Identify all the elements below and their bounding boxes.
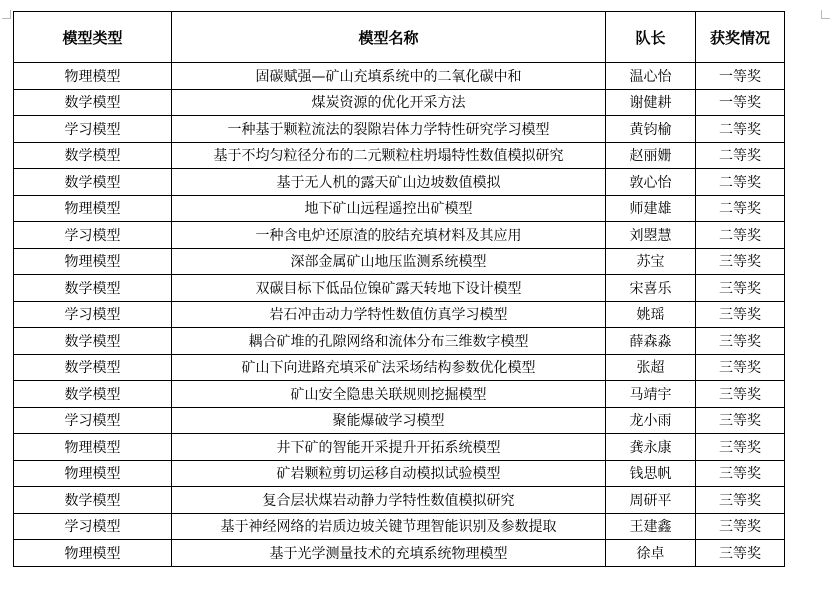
cell-model-name: 矿山下向进路充填采矿法采场结构参数优化模型	[172, 354, 606, 381]
cell-award: 二等奖	[696, 142, 785, 169]
cell-team-leader: 周研平	[606, 487, 696, 514]
table-row	[14, 487, 785, 514]
cell-award: 三等奖	[696, 434, 785, 461]
awards-table	[13, 11, 785, 567]
table-row	[14, 354, 785, 381]
cell-model-name: 深部金属矿山地压监测系统模型	[172, 248, 606, 275]
cell-model-type: 物理模型	[14, 540, 172, 567]
cell-model-type: 数学模型	[14, 169, 172, 196]
cell-team-leader: 龙小雨	[606, 407, 696, 434]
cell-model-name: 基于光学测量技术的充填系统物理模型	[172, 540, 606, 567]
table-row	[14, 540, 785, 567]
cell-model-name: 岩石冲击动力学特性数值仿真学习模型	[172, 301, 606, 328]
cell-model-type: 学习模型	[14, 116, 172, 143]
cell-model-type: 物理模型	[14, 63, 172, 90]
cell-model-type: 学习模型	[14, 301, 172, 328]
table-row	[14, 89, 785, 116]
cell-model-type: 学习模型	[14, 222, 172, 249]
table-row	[14, 434, 785, 461]
cell-award: 一等奖	[696, 63, 785, 90]
table-row	[14, 275, 785, 302]
cell-award: 三等奖	[696, 301, 785, 328]
cell-team-leader: 苏宝	[606, 248, 696, 275]
cell-model-name: 矿岩颗粒剪切运移自动模拟试验模型	[172, 460, 606, 487]
table-row	[14, 381, 785, 408]
header-award: 获奖情况	[696, 12, 785, 63]
cell-model-type: 数学模型	[14, 275, 172, 302]
cell-model-type: 物理模型	[14, 434, 172, 461]
cell-model-name: 基于神经网络的岩质边坡关键节理智能识别及参数提取	[172, 513, 606, 540]
table-row	[14, 460, 785, 487]
cell-model-type: 数学模型	[14, 487, 172, 514]
cell-award: 一等奖	[696, 89, 785, 116]
cell-model-type: 数学模型	[14, 89, 172, 116]
cell-team-leader: 温心怡	[606, 63, 696, 90]
table-row	[14, 301, 785, 328]
cell-award: 二等奖	[696, 169, 785, 196]
table-row	[14, 328, 785, 355]
cell-model-name: 煤炭资源的优化开采方法	[172, 89, 606, 116]
cell-model-type: 数学模型	[14, 381, 172, 408]
cell-award: 三等奖	[696, 513, 785, 540]
cell-team-leader: 薛森淼	[606, 328, 696, 355]
cell-award: 三等奖	[696, 487, 785, 514]
page-corner-mark-left	[2, 10, 11, 19]
cell-team-leader: 敦心怡	[606, 169, 696, 196]
table-row	[14, 142, 785, 169]
table-row	[14, 63, 785, 90]
table-header-row	[14, 12, 785, 63]
cell-model-type: 数学模型	[14, 354, 172, 381]
table-row	[14, 116, 785, 143]
table-row	[14, 513, 785, 540]
cell-model-name: 矿山安全隐患关联规则挖掘模型	[172, 381, 606, 408]
cell-model-type: 学习模型	[14, 407, 172, 434]
cell-model-name: 一种含电炉还原渣的胶结充填材料及其应用	[172, 222, 606, 249]
cell-team-leader: 龚永康	[606, 434, 696, 461]
cell-team-leader: 赵丽姗	[606, 142, 696, 169]
cell-team-leader: 谢健耕	[606, 89, 696, 116]
page-corner-mark-right	[821, 10, 830, 19]
cell-team-leader: 王建鑫	[606, 513, 696, 540]
cell-model-name: 基于无人机的露天矿山边坡数值模拟	[172, 169, 606, 196]
cell-award: 二等奖	[696, 222, 785, 249]
cell-model-type: 学习模型	[14, 513, 172, 540]
cell-award: 三等奖	[696, 354, 785, 381]
cell-team-leader: 钱思帆	[606, 460, 696, 487]
header-team-leader: 队长	[606, 12, 696, 63]
header-model-type: 模型类型	[14, 12, 172, 63]
header-model-name: 模型名称	[172, 12, 606, 63]
cell-model-name: 复合层状煤岩动静力学特性数值模拟研究	[172, 487, 606, 514]
cell-award: 三等奖	[696, 407, 785, 434]
cell-team-leader: 姚瑶	[606, 301, 696, 328]
cell-team-leader: 徐卓	[606, 540, 696, 567]
cell-model-name: 双碳目标下低品位镍矿露天转地下设计模型	[172, 275, 606, 302]
cell-model-type: 物理模型	[14, 460, 172, 487]
cell-model-name: 地下矿山远程遥控出矿模型	[172, 195, 606, 222]
cell-model-name: 井下矿的智能开采提升开拓系统模型	[172, 434, 606, 461]
cell-team-leader: 刘曌慧	[606, 222, 696, 249]
cell-award: 三等奖	[696, 328, 785, 355]
cell-award: 二等奖	[696, 195, 785, 222]
cell-model-type: 数学模型	[14, 142, 172, 169]
cell-team-leader: 马靖宇	[606, 381, 696, 408]
table-row	[14, 169, 785, 196]
cell-model-type: 物理模型	[14, 248, 172, 275]
cell-model-type: 物理模型	[14, 195, 172, 222]
cell-model-name: 一种基于颗粒流法的裂隙岩体力学特性研究学习模型	[172, 116, 606, 143]
cell-award: 三等奖	[696, 460, 785, 487]
table-row	[14, 195, 785, 222]
cell-model-name: 基于不均匀粒径分布的二元颗粒柱坍塌特性数值模拟研究	[172, 142, 606, 169]
cell-team-leader: 宋喜乐	[606, 275, 696, 302]
cell-award: 三等奖	[696, 275, 785, 302]
cell-model-type: 数学模型	[14, 328, 172, 355]
table-row	[14, 248, 785, 275]
cell-award: 三等奖	[696, 381, 785, 408]
cell-model-name: 耦合矿堆的孔隙网络和流体分布三维数字模型	[172, 328, 606, 355]
cell-award: 二等奖	[696, 116, 785, 143]
cell-award: 三等奖	[696, 248, 785, 275]
cell-model-name: 固碳赋强—矿山充填系统中的二氧化碳中和	[172, 63, 606, 90]
cell-model-name: 聚能爆破学习模型	[172, 407, 606, 434]
cell-team-leader: 师建雄	[606, 195, 696, 222]
cell-award: 三等奖	[696, 540, 785, 567]
table-row	[14, 222, 785, 249]
cell-team-leader: 张超	[606, 354, 696, 381]
table-row	[14, 407, 785, 434]
cell-team-leader: 黄钧榆	[606, 116, 696, 143]
